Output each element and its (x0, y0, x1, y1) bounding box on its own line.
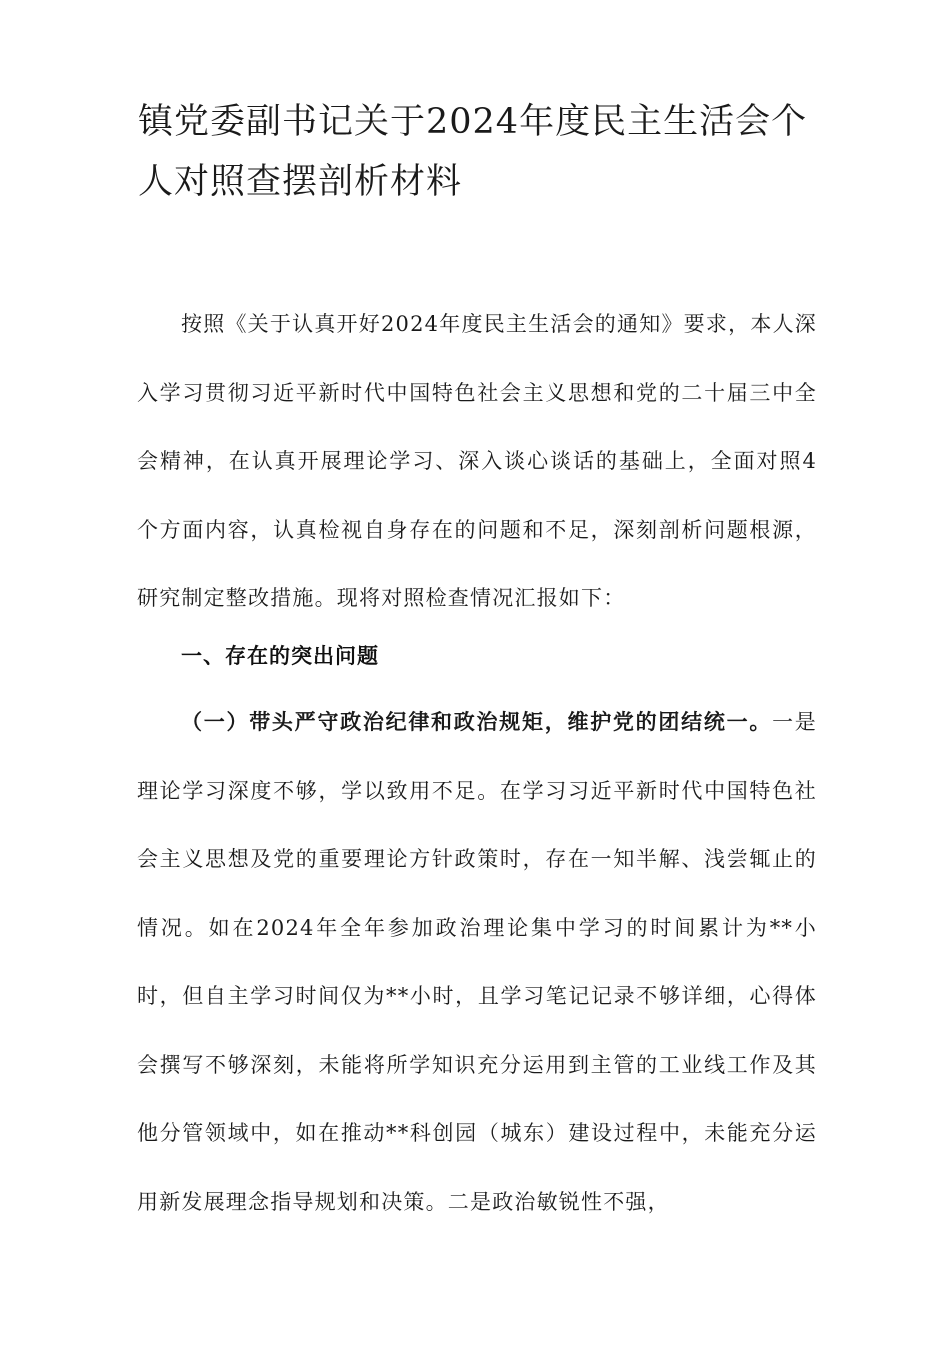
subsection-body: 一是理论学习深度不够，学以致用不足。在学习习近平新时代中国特色社会主义思想及党的重要理论方针政策时，存在一知半解、浅尝辄止的情况。如在2024年全年参加政治理论集中学习的时间累计为**小时，但自主学习时间仅为**小时，且学习笔记记录不够详细，心得体会撰写不够深刻，未能将所学知识充分运用到主管的工业线工作及其他分管领域中，如在推动**科创园（城东）建设过程中，未能充分运用新发展理念指导规划和决策。二是政治敏锐性不强， (137, 710, 817, 1214)
subsection-paragraph (137, 688, 817, 1236)
section-heading: 一、存在的突出问题 (181, 644, 379, 668)
document-title: 镇党委副书记关于2024年度民主生活会个人对照查摆剖析材料 (138, 102, 808, 202)
subsection-lead: （一）带头严守政治纪律和政治规矩，维护党的团结统一。 (181, 710, 773, 734)
intro-paragraph: 按照《关于认真开好2024年度民主生活会的通知》要求，本人深入学习贯彻习近平新时代中国特色社会主义思想和党的二十届三中全会精神，在认真开展理论学习、深入谈心谈话的基础上，全面对照4个方面内容，认真检视自身存在的问题和不足，深刻剖析问题根源，研究制定整改措施。现将对照检查情况汇报如下： (137, 312, 817, 610)
